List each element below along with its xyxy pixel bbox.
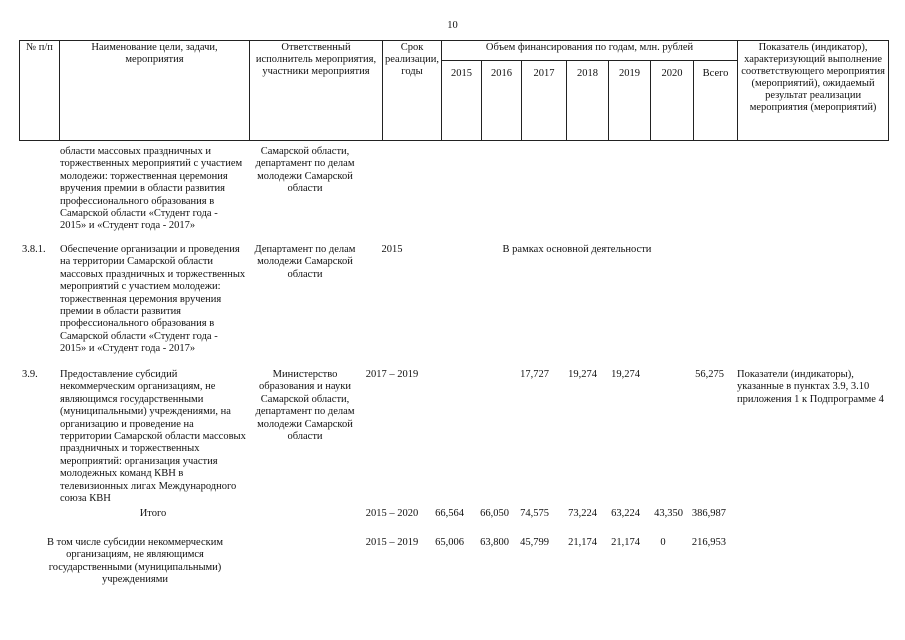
header-period: Срок реализации, годы (383, 41, 442, 141)
row-value-total: 56,275 (695, 369, 724, 380)
subtotal-period: 2015 – 2019 (365, 537, 419, 548)
subtotal-label: В том числе субсидии некоммерческим организациям, не являющимся государственными (муниципальными) учреждениями (46, 537, 223, 586)
row-executor: Самарской области, департамент по делам молодежи Самарской области (255, 146, 355, 195)
header-num: № п/п (20, 41, 60, 141)
total-value-2017: 74,575 (520, 508, 549, 519)
subtotal-value-2017: 45,799 (520, 537, 549, 548)
header-total: Всего (694, 60, 738, 140)
total-value-2019: 63,224 (611, 508, 640, 519)
header-executor: Ответственный исполнитель мероприятия, участники мероприятия (250, 41, 383, 141)
row-value-2018: 19,274 (568, 369, 597, 380)
subtotal-value-2018: 21,174 (568, 537, 597, 548)
row-period: 2017 – 2019 (365, 369, 419, 380)
row-name: Обеспечение организации и проведения на территории Самарской области массовых праздничных и торжественных мероприятий с участием молодежи: торжественная церемония вручения премии в области развития профессионального образования в Самарской области «Студент года - 2015» и «Студент года - 2017» (60, 244, 246, 355)
subtotal-value-all: 216,953 (691, 537, 726, 548)
row-executor: Департамент по делам молодежи Самарской области (254, 244, 356, 280)
header-year: 2019 (609, 60, 651, 140)
header-indicator: Показатель (индикатор), характеризующий выполнение соответствующего мероприятия (мероприятий), ожидаемый результат реализации мероприятия (мероприятий) (738, 41, 889, 141)
row-note: В рамках основной деятельности (502, 244, 652, 255)
page-number: 10 (447, 20, 458, 31)
total-period: 2015 – 2020 (365, 508, 419, 519)
total-value-2015: 66,564 (435, 508, 464, 519)
header-year: 2020 (651, 60, 694, 140)
row-num: 3.8.1. (22, 244, 46, 255)
subtotal-value-2020: 0 (660, 537, 666, 548)
total-value-2018: 73,224 (568, 508, 597, 519)
row-period: 2015 (381, 244, 403, 255)
header-year: 2015 (442, 60, 482, 140)
header-year: 2017 (522, 60, 567, 140)
row-name: Предоставление субсидий некоммерческим организациям, не являющимся государственными (муниципальными) учреждениями, на организацию и проведение на территории Самарской области массовых праздничных и торжественных мероприятий: организация участия молодежных команд КВН в телевизионных лигах Международного союза КВН (60, 369, 246, 505)
header-year: 2016 (482, 60, 522, 140)
table-header (19, 40, 889, 141)
row-indicator: Показатели (индикаторы), указанные в пунктах 3.9, 3.10 приложения 1 к Подпрограмме 4 (737, 369, 884, 405)
total-value-2016: 66,050 (480, 508, 509, 519)
header-year: 2018 (567, 60, 609, 140)
header-name: Наименование цели, задачи, мероприятия (60, 41, 250, 141)
row-value-2019: 19,274 (611, 369, 640, 380)
total-value-all: 386,987 (691, 508, 726, 519)
total-label: Итого (139, 508, 167, 519)
row-num: 3.9. (22, 369, 38, 380)
row-name: области массовых праздничных и торжественных мероприятий с участием молодежи: торжественная церемония вручения премии в области развития профессионального образования в Самарской области «Студент года - 2015» и «Студент года - 2017» (60, 146, 243, 232)
subtotal-value-2015: 65,006 (435, 537, 464, 548)
row-executor: Министерство образования и науки Самарской области, департамент по делам молодежи Самарской области (255, 369, 355, 443)
total-value-2020: 43,350 (654, 508, 683, 519)
row-value-2017: 17,727 (520, 369, 549, 380)
header-financing: Объем финансирования по годам, млн. рублей (442, 41, 738, 61)
subtotal-value-2019: 21,174 (611, 537, 640, 548)
subtotal-value-2016: 63,800 (480, 537, 509, 548)
